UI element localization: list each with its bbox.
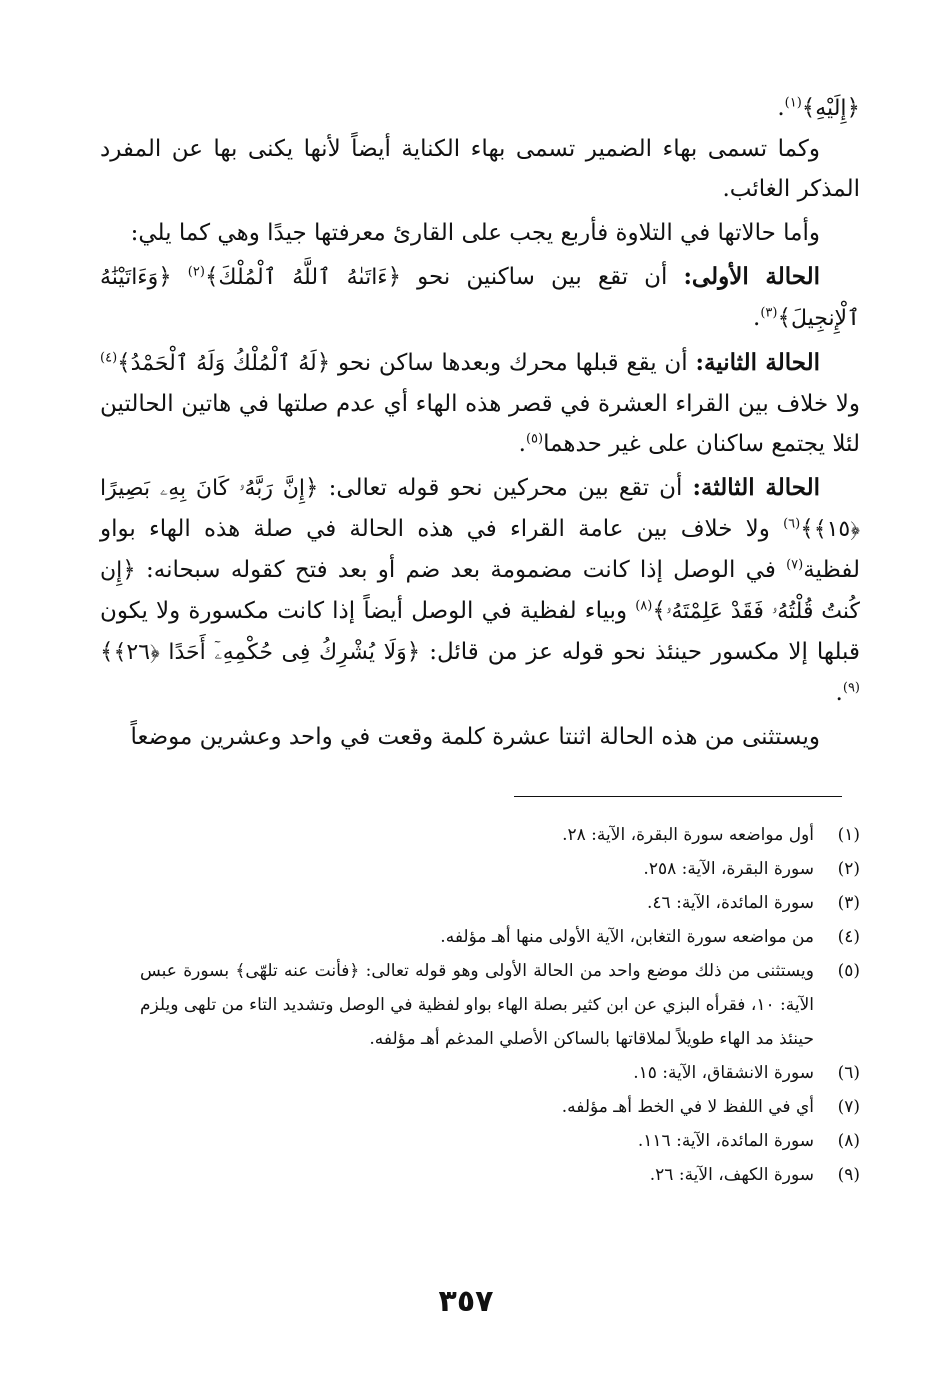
paragraph-6 — [100, 468, 860, 713]
footnote-text: سورة المائدة، الآية: ٤٦. — [647, 893, 814, 913]
footnote-text: أول مواضعه سورة البقرة، الآية: ٢٨. — [562, 825, 814, 845]
quran-quote: ءَاتَىٰهُ ٱللَّهُ ٱلْمُلْكَ — [218, 265, 388, 290]
footnote-text: من مواضعه سورة التغابن، الآية الأولى منها أهـ مؤلفه. — [440, 927, 814, 947]
footnote-ref[interactable]: (٩) — [842, 680, 860, 696]
footnote-text: سورة المائدة، الآية: ١١٦. — [637, 1131, 814, 1151]
quran-bracket-close: ﴾ — [801, 95, 816, 121]
footnote-item — [140, 852, 860, 886]
quran-bracket-open: ﴿ — [122, 557, 136, 583]
footnote-item — [140, 818, 860, 852]
quran-quote: إِلَيْهِ — [815, 96, 847, 121]
footnotes — [140, 818, 860, 1192]
footnote-number: (٤) — [837, 927, 860, 947]
paragraph-5 — [100, 343, 860, 464]
footnote-item — [140, 1124, 860, 1158]
case-heading: الحالة الثانية: — [695, 349, 820, 376]
paragraph-text: ويستثنى من هذه الحالة اثنتا عشرة كلمة وقعت في واحد وعشرين موضعاً — [130, 724, 820, 750]
quran-bracket-close: ﴾ — [777, 305, 791, 331]
punctuation: . — [753, 305, 761, 331]
quran-bracket-open: ﴿ — [305, 475, 319, 501]
quran-quote: لَهُ ٱلْمُلْكُ وَلَهُ ٱلْحَمْدُ — [130, 351, 317, 376]
page-number: ٣٥٧ — [438, 1284, 494, 1319]
quran-bracket-close: ﴾ — [204, 264, 219, 290]
quran-bracket-open: ﴿ — [158, 264, 172, 290]
footnote-ref[interactable]: (٨) — [635, 598, 653, 614]
quran-bracket-open: ﴿ — [846, 95, 860, 121]
paragraph-2 — [100, 129, 860, 209]
footnote-number: (٣) — [837, 893, 860, 913]
footnote-ref[interactable]: (٧) — [786, 557, 804, 573]
quran-bracket-close: ﴾ — [800, 516, 814, 542]
footnote-ref[interactable]: (٢) — [187, 264, 205, 280]
quran-quote: إِن كُنتُ قُلْتُهُۥ فَقَدْ عَلِمْتَهُۥ — [100, 558, 861, 624]
paragraph-text: ولا خلاف بين عامة القراء في هذه الحالة في صلة هذه الهاء بواو لفظية — [100, 516, 860, 583]
footnote-ref[interactable]: (٥) — [525, 431, 544, 447]
quran-bracket-close: ﴾ — [652, 598, 666, 624]
footnote-item — [140, 886, 860, 920]
footnote-item — [140, 920, 860, 954]
quran-bracket-open: ﴿ — [387, 264, 402, 290]
footnote-text: أي في اللفظ لا في الخط أهـ مؤلفه. — [561, 1097, 814, 1117]
quran-bracket-close: ﴾ — [100, 639, 114, 665]
footnote-ref[interactable]: (٦) — [783, 516, 801, 532]
footnote-ref[interactable]: (١) — [784, 95, 802, 111]
footnote-text: سورة الكهف، الآية: ٢٦. — [649, 1165, 814, 1185]
quran-bracket-close: ﴾ — [117, 350, 131, 376]
footnote-text: ويستثنى من ذلك موضع واحد من الحالة الأولى وهو قوله تعالى: ﴿فأنت عنه تلهّى﴾ بسورة عبس الآية: ١٠، فقرأه البزي عن ابن كثير بصلة الهاء بواو لفظية في الوصل وتشديد التاء من تلهى ويلزم حينئذ مد الهاء طويلاً لملاقاتها بالساكن الأصلي المدغم أهـ مؤلفه. — [140, 961, 814, 1049]
quran-quote: إِنَّ رَبَّهُۥ كَانَ بِهِۦ بَصِيرًا ﴿١٥﴾ — [100, 476, 860, 542]
footnote-ref[interactable]: (٣) — [760, 305, 778, 321]
punctuation: . — [518, 431, 526, 457]
footnote-number: (٩) — [837, 1165, 860, 1185]
paragraph-text: أن تقع بين ساكنين نحو — [417, 264, 668, 290]
punctuation: . — [777, 95, 785, 121]
paragraph-1 — [100, 88, 860, 129]
paragraph-text: وكما تسمى بهاء الضمير تسمى بهاء الكناية أيضاً لأنها يكنى بها عن المفرد المذكر الغائب. — [100, 136, 860, 202]
quran-quote: وَءَاتَيْنَٰهُ ٱلْإِنجِيلَ — [100, 265, 860, 331]
footnote-number: (٢) — [837, 859, 860, 879]
paragraph-text: أن تقع بين محركين نحو قوله تعالى: — [328, 475, 683, 501]
paragraph-text: في الوصل إذا كانت مضمومة بعد ضم أو بعد فتح كقوله سبحانه: — [146, 557, 776, 583]
footnote-ref[interactable]: (٤) — [100, 350, 118, 366]
footnote-number: (٦) — [837, 1063, 860, 1083]
footnote-text: سورة البقرة، الآية: ٢٥٨. — [643, 859, 814, 879]
case-heading: الحالة الثالثة: — [692, 474, 821, 501]
footnote-item — [140, 954, 860, 1056]
footnote-number: (٧) — [837, 1097, 860, 1117]
footnote-item — [140, 1090, 860, 1124]
paragraph-text: أن يقع قبلها محرك وبعدها ساكن نحو — [337, 350, 688, 376]
quran-quote: وَلَا يُشْرِكُ فِى حُكْمِهِۦٓ أَحَدًا ﴿٢٦﴾ — [113, 640, 407, 665]
footnote-number: (٥) — [837, 961, 860, 981]
paragraph-7 — [100, 717, 860, 757]
quran-bracket-open: ﴿ — [316, 350, 331, 376]
footnote-number: (٨) — [837, 1131, 860, 1151]
footnote-number: (١) — [837, 825, 860, 845]
footnote-text: سورة الانشقاق، الآية: ١٥. — [633, 1063, 814, 1083]
footnote-item — [140, 1158, 860, 1192]
case-heading: الحالة الأولى: — [683, 263, 821, 290]
paragraph-text: وبياء لفظية في الوصل أيضاً إذا كانت مكسورة ولا يكون قبلها إلا مكسور حينئذ نحو قوله عز من قائل: — [100, 598, 860, 665]
paragraph-text: ولا خلاف بين القراء العشرة في قصر هذه الهاء أي عدم صلتها في هاتين الحالتين لئلا يجتمع ساكنان على غير حدهما — [100, 391, 860, 457]
main-text — [100, 88, 860, 757]
quran-bracket-open: ﴿ — [406, 639, 421, 665]
footnote-separator — [514, 796, 842, 797]
paragraph-text: وأما حالاتها في التلاوة فأربع يجب على القارئ معرفتها جيدًا وهي كما يلي: — [130, 220, 820, 246]
paragraph-4 — [100, 257, 860, 339]
paragraph-3 — [100, 213, 860, 253]
footnote-item — [140, 1056, 860, 1090]
punctuation: . — [835, 680, 843, 706]
